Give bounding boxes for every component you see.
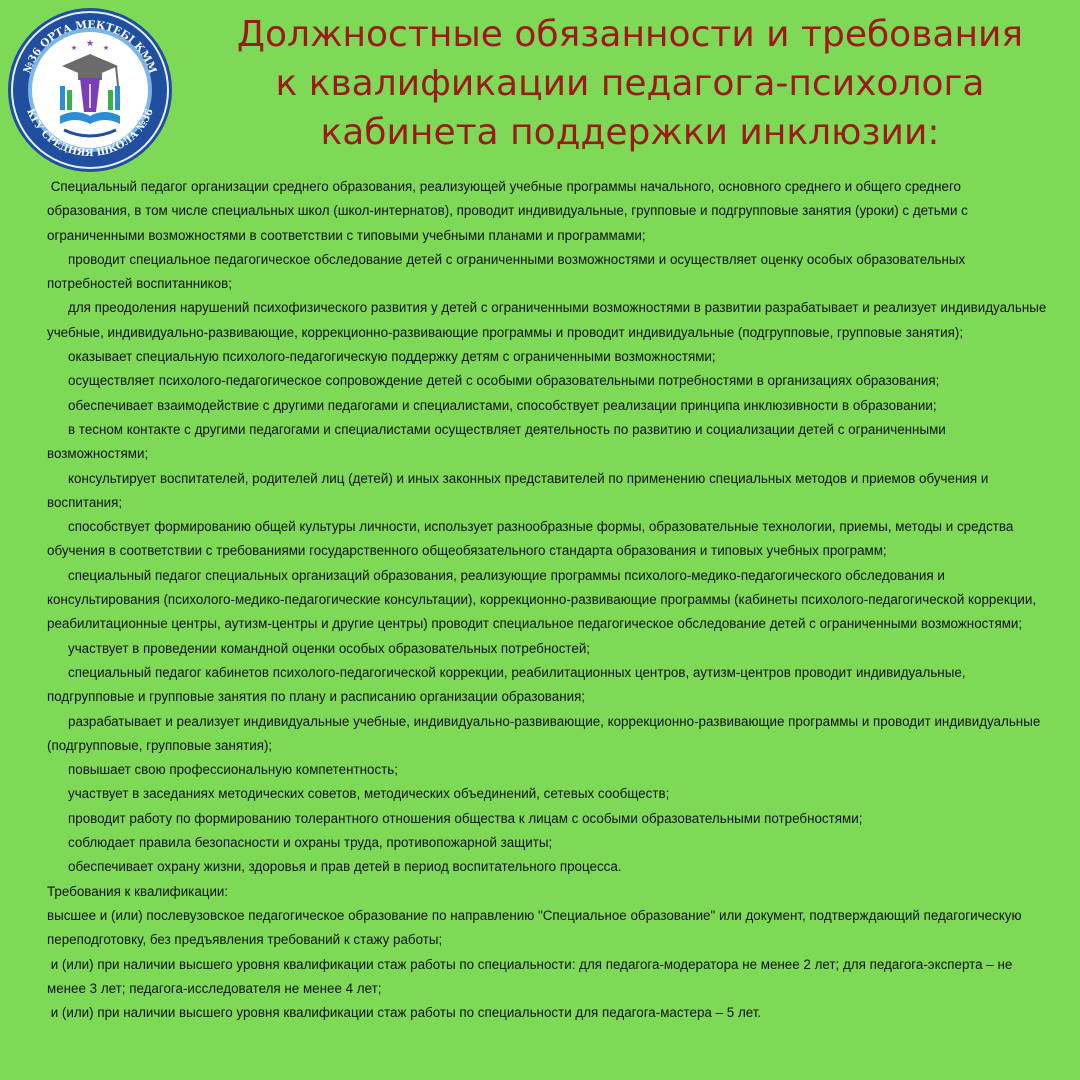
paragraph: специальный педагог специальных организаций образования, реализующие программы психолого-медико-педагогического обследования и консультирования (психолого-медико-педагогические консультации), коррекционно-развивающие программы (кабинеты психолого-педагогической коррекции, реабилитационные центры, аутизм-центры и другие центры) проводит специальное педагогическое обследование детей с ограниченными возможностями; — [47, 567, 1037, 632]
paragraph: оказывает специальную психолого-педагогическую поддержку детям с ограниченными возможностями; — [68, 349, 716, 365]
paragraph: проводит работу по формированию толерантного отношения общества к лицам с особыми образовательными потребностями; — [68, 810, 863, 826]
svg-text:КГУ СРЕДНЯЯ ШКОЛА №36: КГУ СРЕДНЯЯ ШКОЛА №36 — [24, 107, 156, 160]
paragraph: соблюдает правила безопасности и охраны труда, противопожарной защиты; — [68, 835, 553, 851]
paragraph: специальный педагог кабинетов психолого-педагогической коррекции, реабилитационных центров, аутизм-центров проводит индивидуальные, подгрупповые и групповые занятия по плану и расписанию организации образования; — [47, 664, 966, 705]
paragraph: высшее и (или) послевузовское педагогическое образование по направлению "Специальное образование" или документ, подтверждающий педагогическую переподготовку, без предъявления требований к стажу работы; — [47, 907, 1022, 948]
duties-text — [47, 175, 1047, 1025]
paragraph: участвует в проведении командной оценки особых образовательных потребностей; — [68, 640, 591, 656]
paragraph: осуществляет психолого-педагогическое сопровождение детей с особыми образовательными потребностями в организациях образования; — [68, 373, 940, 389]
paragraph: Специальный педагог организации среднего образования, реализующей учебные программы начального, основного среднего и общего среднего образования, в том числе специальных школ (школ-интернатов), проводит индивидуальные, групповые и подгрупповые занятия (уроки) с детьми с ограниченными возможностями в соответствии с типовыми учебными планами и программами; — [47, 179, 972, 243]
paragraph: консультирует воспитателей, родителей лиц (детей) и иных законных представителей по применению специальных методов и приемов обучения и воспитания; — [47, 470, 989, 510]
paragraph: и (или) при наличии высшего уровня квалификации стаж работы по специальности: для педагога-модератора не менее 2 лет; для педагога-эксперта – не менее 3 лет; педагога-исследователя не менее 4 лет; — [47, 956, 1017, 996]
title-line: кабинета поддержки инклюзии: — [320, 112, 940, 153]
section-heading: Требования к квалификации: — [47, 883, 229, 899]
svg-text:★: ★ — [85, 38, 95, 48]
title-line: Должностные обязанности и требования — [236, 14, 1024, 55]
paragraph: обеспечивает взаимодействие с другими педагогами и специалистами, способствует реализации принципа инклюзивности в образовании; — [68, 397, 937, 413]
svg-text:★: ★ — [70, 45, 78, 52]
page-title — [180, 10, 1080, 157]
paragraph: для преодоления нарушений психофизического развития у детей с ограниченными возможностями в развитии разрабатывает и реализует индивидуальные учебные, индивидуально-развивающие, коррекционно-развивающие программы и проводит индивидуальные (подгрупповые, групповые занятия); — [47, 300, 1047, 340]
paragraph: способствует формированию общей культуры личности, использует разнообразные формы, образовательные технологии, приемы, методы и средства обучения в соответствии с требованиями государственного общеобязательного стандарта образования и типовых учебных программ; — [47, 519, 1014, 559]
paragraph: повышает свою профессиональную компетентность; — [68, 762, 399, 778]
paragraph: разрабатывает и реализует индивидуальные учебные, индивидуально-развивающие, коррекционно-развивающие программы и проводит индивидуальные (подгрупповые, групповые занятия); — [47, 713, 1041, 753]
title-line: к квалификации педагога-психолога — [275, 63, 985, 104]
svg-text:№36 ОРТА МЕКТЕБІ КММ: №36 ОРТА МЕКТЕБІ КММ — [21, 18, 159, 76]
paragraph: в тесном контакте с другими педагогами и специалистами осуществляет деятельность по развитию и социализации детей с ограниченными возможностями; — [47, 421, 946, 462]
svg-text:★: ★ — [102, 45, 110, 52]
paragraph: проводит специальное педагогическое обследование детей с ограниченными возможностями и осуществляет оценку особых образовательных потребностей воспитанников; — [47, 251, 966, 292]
paragraph: и (или) при наличии высшего уровня квалификации стаж работы по специальности для педагога-мастера – 5 лет. — [47, 1005, 762, 1021]
school-logo — [4, 4, 176, 172]
paragraph: обеспечивает охрану жизни, здоровья и прав детей в период воспитательного процесса. — [68, 859, 622, 875]
paragraph: участвует в заседаниях методических советов, методических объединений, сетевых сообществ; — [68, 786, 670, 802]
